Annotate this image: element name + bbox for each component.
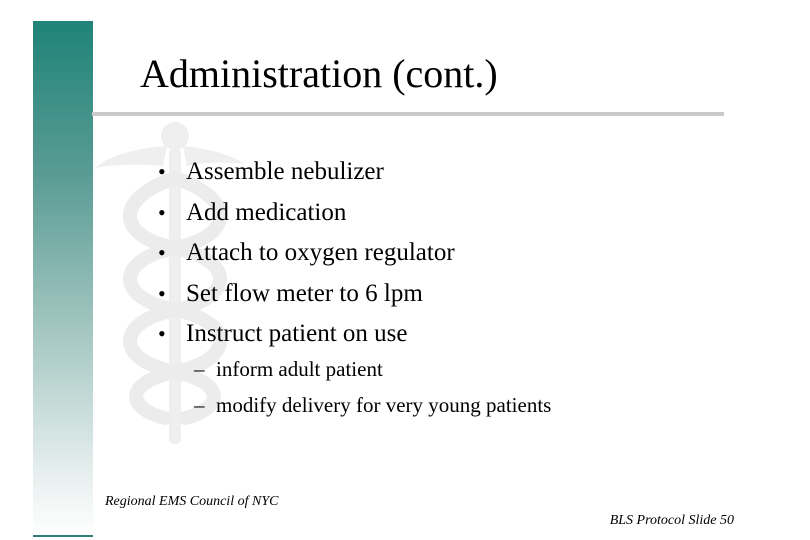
bullet-item (158, 193, 455, 234)
bullet-marker: • (158, 280, 166, 306)
sub-bullet-list (194, 351, 551, 423)
sub-bullet-marker: – (194, 393, 205, 417)
bullet-text: Attach to oxygen regulator (186, 239, 455, 266)
bullet-marker: • (158, 159, 166, 184)
bullet-item (158, 274, 455, 315)
bullet-item (158, 233, 455, 274)
bullet-marker: • (158, 240, 166, 265)
bullet-item (158, 314, 455, 355)
slide-title: Administration (cont.) (140, 51, 498, 96)
bullet-text: Assemble nebulizer (186, 158, 384, 185)
sub-bullet-marker: – (194, 357, 205, 381)
bullet-marker: • (158, 321, 166, 346)
side-accent-bar (33, 21, 93, 535)
sub-bullet-item (194, 387, 551, 423)
sub-bullet-text: inform adult patient (216, 357, 383, 381)
footer-slide-label: BLS Protocol Slide 50 (609, 513, 734, 528)
sub-bullet-item (194, 351, 551, 387)
bullet-text: Add medication (186, 198, 347, 226)
sub-bullet-text: modify delivery for very young patients (216, 393, 552, 417)
bullet-text: Instruct patient on use (186, 320, 408, 347)
footer-organization: Regional EMS Council of NYC (105, 494, 279, 509)
side-accent-bar-foot (33, 535, 93, 537)
bullet-item (158, 152, 455, 193)
bullet-list (158, 152, 455, 355)
bullet-marker: • (158, 199, 166, 225)
title-divider (92, 112, 724, 116)
bullet-text: Set flow meter to 6 lpm (186, 279, 423, 307)
